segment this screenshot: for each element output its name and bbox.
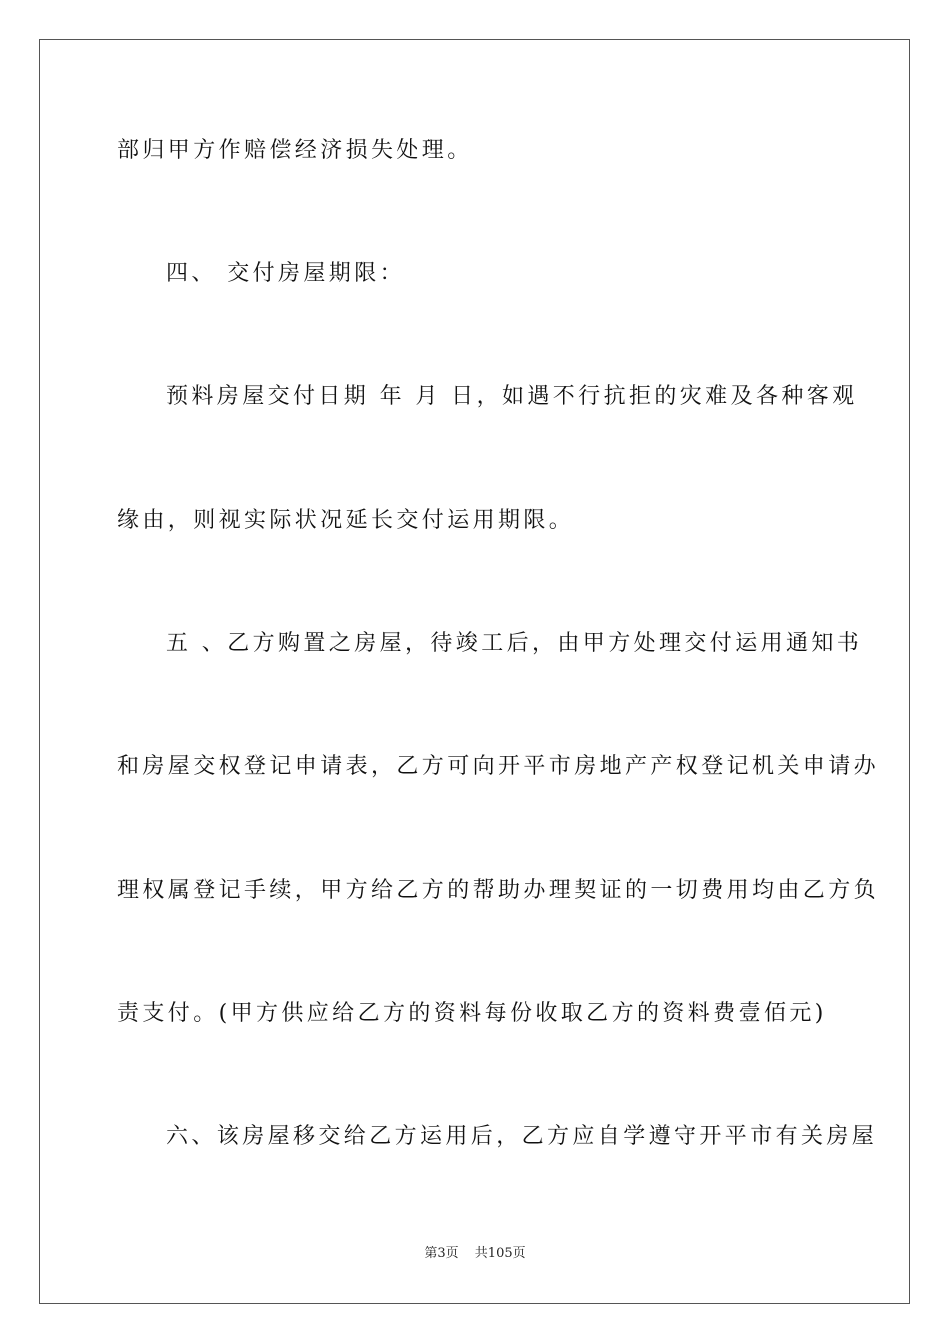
paragraph-line: 缘由，则视实际状况延长交付运用期限。 xyxy=(117,508,575,533)
section-heading: 四、 交付房屋期限： xyxy=(166,261,405,286)
paragraph-line: 预料房屋交付日期 年 月 日，如遇不行抗拒的灾难及各种客观 xyxy=(166,384,858,409)
paragraph-line: 部归甲方作赔偿经济损失处理。 xyxy=(117,138,473,163)
paragraph-line: 和房屋交权登记申请表，乙方可向开平市房地产产权登记机关申请办 xyxy=(117,754,880,779)
paragraph-line: 六、该房屋移交给乙方运用后，乙方应自学遵守开平市有关房屋 xyxy=(166,1124,878,1149)
page-frame xyxy=(39,39,910,1304)
paragraph-line: 五 、乙方购置之房屋，待竣工后，由甲方处理交付运用通知书 xyxy=(166,631,863,656)
page-number: 第3页 xyxy=(424,1246,459,1261)
page-total: 共105页 xyxy=(474,1246,526,1261)
paragraph-line: 责支付。(甲方供应给乙方的资料每份收取乙方的资料费壹佰元) xyxy=(117,1001,827,1026)
paragraph-line: 理权属登记手续，甲方给乙方的帮助办理契证的一切费用均由乙方负 xyxy=(117,878,880,903)
page-footer xyxy=(0,1245,950,1263)
